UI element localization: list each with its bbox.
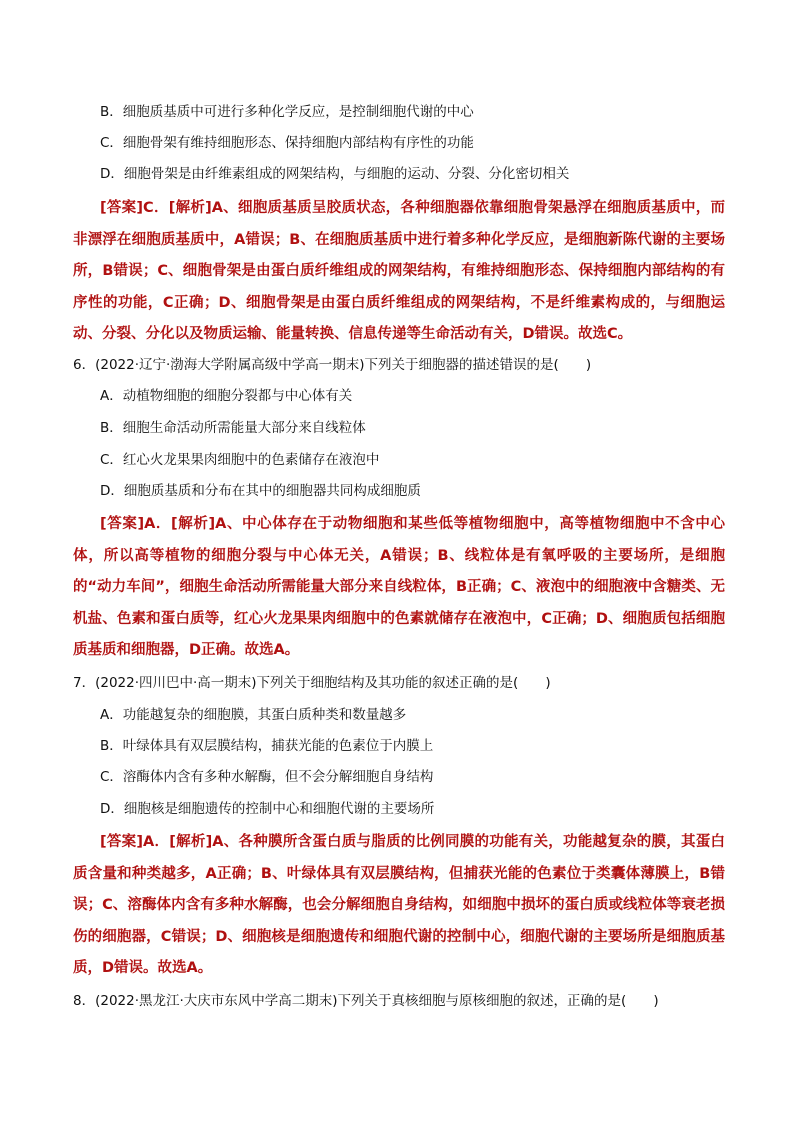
- q5-option-c: C．细胞骨架有维持细胞形态、保持细胞内部结构有序性的功能: [100, 135, 474, 151]
- q6-option-d: D．细胞质基质和分布在其中的细胞器共同构成细胞质: [100, 483, 421, 499]
- q7-answer-explanation: [答案]A．[解析]A、各种膜所含蛋白质与脂质的比例同膜的功能有关，功能越复杂的膜，其蛋白质含量和种类越多，A正确；B、叶绿体具有双层膜结构，但捕获光能的色素位于类囊体薄膜上，B错误；C、溶酶体内含有多种水解酶，也会分解细胞自身结构，如细胞中损坏的蛋白质或线粒体等衰老损伤的细胞器，C错误；D、细胞核是细胞遗传和细胞代谢的控制中心，细胞代谢的主要场所是细胞质基质，D错误。故选A。: [73, 834, 725, 976]
- q8-stem: 8．(2022·黑龙江·大庆市东风中学高二期末)下列关于真核细胞与原核细胞的叙述，正确的是( ): [73, 993, 659, 1009]
- q6-option-a: A．动植物细胞的细胞分裂都与中心体有关: [100, 388, 353, 404]
- q7-option-d: D．细胞核是细胞遗传的控制中心和细胞代谢的主要场所: [100, 801, 435, 817]
- q7-option-b: B．叶绿体具有双层膜结构，捕获光能的色素位于内膜上: [100, 738, 434, 754]
- q7-stem: 7．(2022·四川巴中·高一期末)下列关于细胞结构及其功能的叙述正确的是( ): [73, 675, 551, 691]
- q7-option-a: A．功能越复杂的细胞膜，其蛋白质种类和数量越多: [100, 707, 407, 723]
- q5-option-d: D．细胞骨架是由纤维素组成的网架结构，与细胞的运动、分裂、分化密切相关: [100, 166, 570, 182]
- q7-option-c: C．溶酶体内含有多种水解酶，但不会分解细胞自身结构: [100, 769, 434, 785]
- q6-answer-explanation: [答案]A．[解析]A、中心体存在于动物细胞和某些低等植物细胞中，高等植物细胞中不含中心体，所以高等植物的细胞分裂与中心体无关，A错误；B、线粒体是有氧呼吸的主要场所，是细胞的“动力车间”，细胞生命活动所需能量大部分来自线粒体，B正确；C、液泡中的细胞液中含糖类、无机盐、色素和蛋白质等，红心火龙果果肉细胞中的色素就储存在液泡中，C正确；D、细胞质包括细胞质基质和细胞器，D正确。故选A。: [73, 516, 725, 658]
- q6-stem: 6．(2022·辽宁·渤海大学附属高级中学高一期末)下列关于细胞器的描述错误的是( ): [73, 357, 592, 373]
- q5-answer-explanation: [答案]C．[解析]A、细胞质基质呈胶质状态，各种细胞器依靠细胞骨架悬浮在细胞质基质中，而非漂浮在细胞质基质中，A错误；B、在细胞质基质中进行着多种化学反应，是细胞新陈代谢的主要场所，B错误；C、细胞骨架是由蛋白质纤维组成的网架结构，有维持细胞形态、保持细胞内部结构的有序性的功能，C正确；D、细胞骨架是由蛋白质纤维组成的网架结构，不是纤维素构成的，与细胞运动、分裂、分化以及物质运输、能量转换、信息传递等生命活动有关，D错误。故选C。: [73, 200, 725, 342]
- q6-option-b: B．细胞生命活动所需能量大部分来自线粒体: [100, 420, 366, 436]
- q6-option-c: C．红心火龙果果肉细胞中的色素储存在液泡中: [100, 452, 380, 468]
- q5-option-b: B．细胞质基质中可进行多种化学反应，是控制细胞代谢的中心: [100, 104, 474, 120]
